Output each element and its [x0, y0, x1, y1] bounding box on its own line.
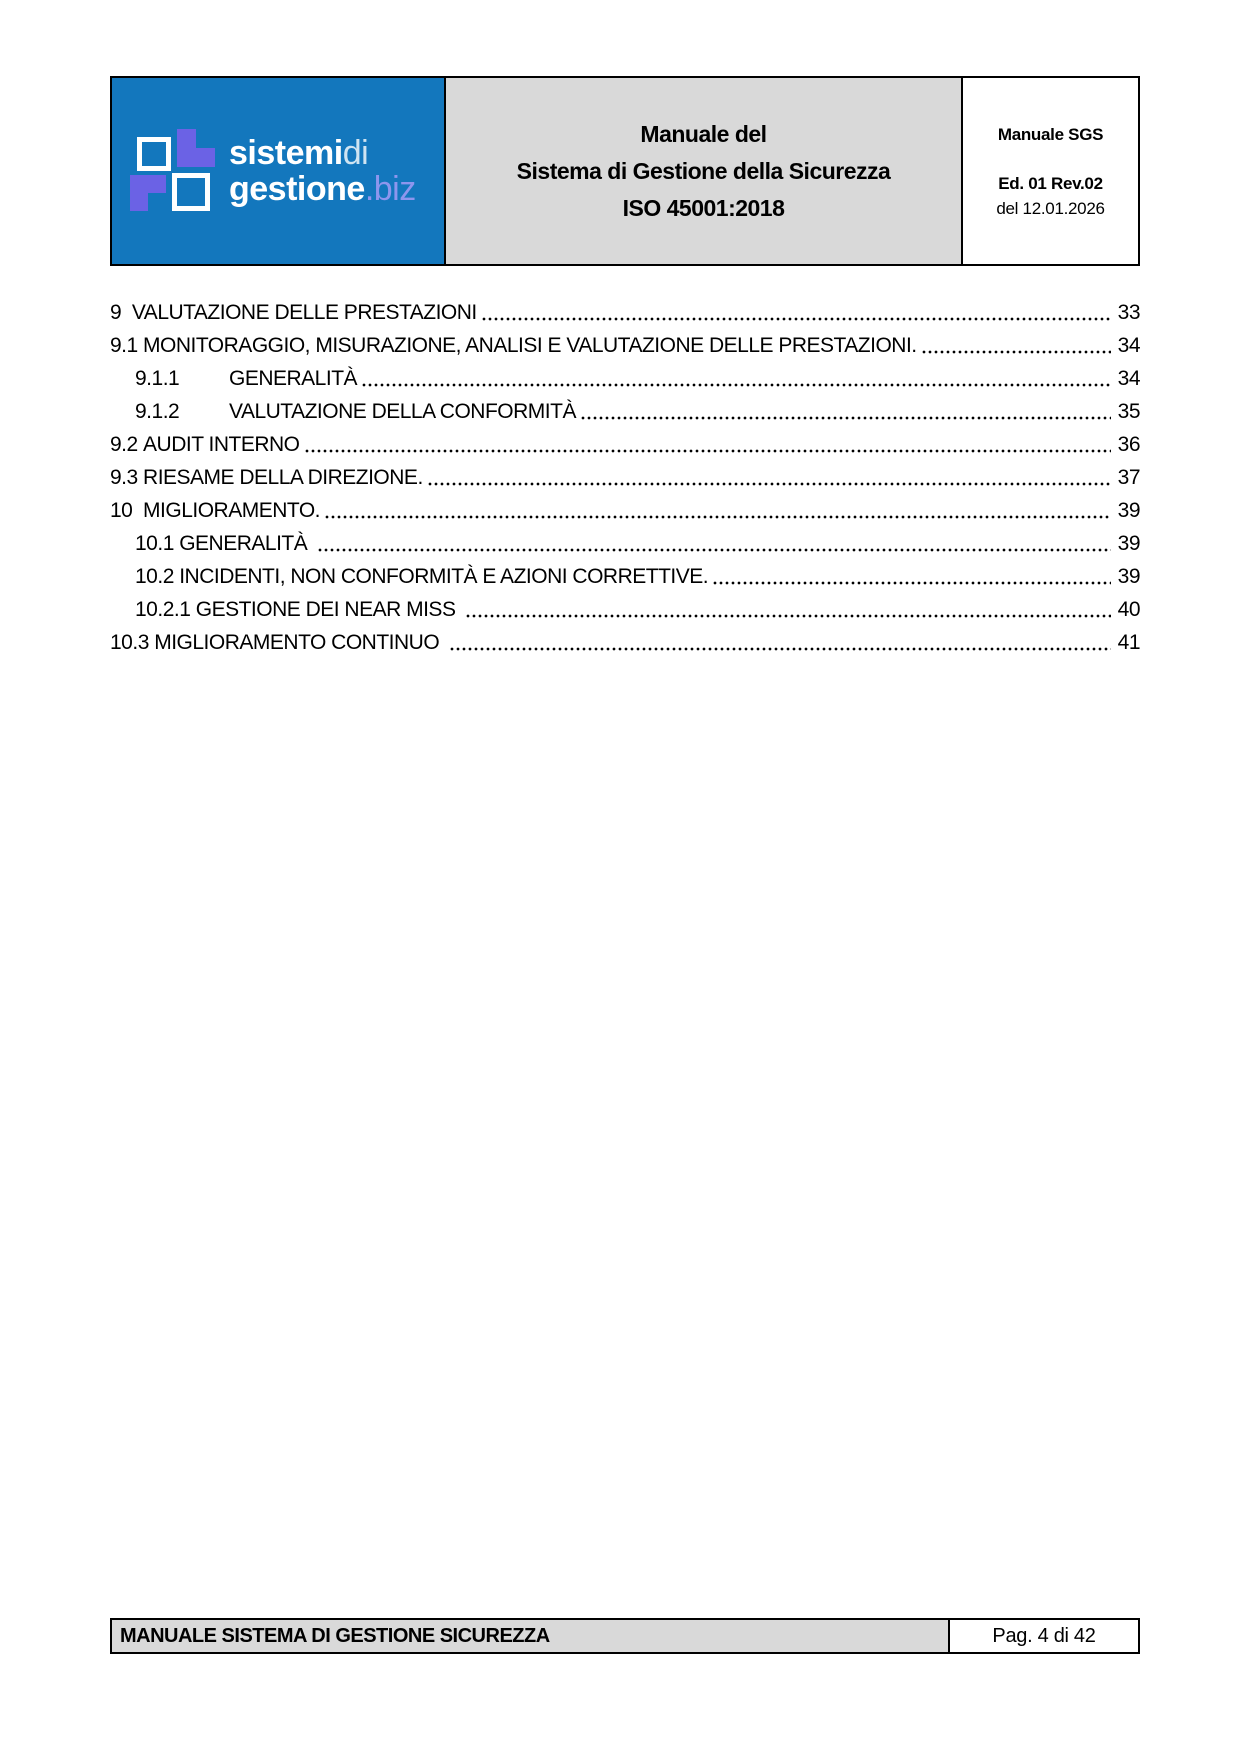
toc-entry-number: 9.1.2 — [135, 400, 180, 423]
toc-page-number: 39 — [1117, 532, 1140, 555]
document-title-line-2: Sistema di Gestione della Sicurezza — [516, 157, 891, 184]
toc-page-number: 33 — [1117, 301, 1140, 324]
toc-entry-title: VALUTAZIONE DELLE PRESTAZIONI — [131, 301, 477, 324]
document-title-line-1: Manuale del — [640, 120, 767, 147]
table-of-contents — [110, 296, 1140, 659]
toc-dot-leader — [449, 626, 1111, 659]
toc-dot-leader — [317, 527, 1111, 560]
document-title-cell — [446, 78, 963, 264]
toc-entry — [110, 296, 1140, 329]
toc-page-number: 37 — [1117, 466, 1140, 489]
logo-l-shape-top-right — [177, 129, 215, 167]
toc-entry-title: MONITORAGGIO, MISURAZIONE, ANALISI E VALUTAZIONE DELLE PRESTAZIONI. — [143, 334, 917, 357]
toc-entry — [110, 560, 1140, 593]
document-header-table — [110, 76, 1140, 266]
toc-dot-leader — [427, 461, 1111, 494]
toc-entry-number: 9.2 — [110, 433, 144, 456]
toc-entry-title: MIGLIORAMENTO. — [143, 499, 320, 522]
toc-entry-number: 9.1 — [110, 334, 144, 357]
toc-dot-leader — [361, 362, 1111, 395]
toc-page-number: 35 — [1117, 400, 1140, 423]
toc-page-number: 34 — [1117, 367, 1140, 390]
sistemi-di-gestione-logo-icon — [130, 128, 216, 214]
toc-entry-title: MIGLIORAMENTO CONTINUO — [154, 631, 445, 654]
toc-entry-number: 10.2.1 — [135, 598, 196, 621]
toc-entry-number: 10.3 — [110, 631, 155, 654]
toc-dot-leader — [921, 329, 1111, 362]
revision-date: del 12.01.2026 — [996, 198, 1105, 218]
toc-entry-title: VALUTAZIONE DELLA CONFORMITÀ — [229, 400, 576, 423]
toc-page-number: 34 — [1117, 334, 1140, 357]
toc-entry-number: 9.3 — [110, 466, 144, 489]
toc-dot-leader — [465, 593, 1111, 626]
toc-dot-leader — [324, 494, 1111, 527]
logo-text-sistemi: sistemi — [229, 134, 343, 172]
toc-entry-title: INCIDENTI, NON CONFORMITÀ E AZIONI CORRETTIVE. — [179, 565, 709, 588]
logo-text-gestione: gestione — [229, 170, 365, 208]
toc-entry-title: RIESAME DELLA DIREZIONE. — [143, 466, 423, 489]
footer-document-title: MANUALE SISTEMA DI GESTIONE SICUREZZA — [112, 1620, 950, 1652]
toc-entry — [110, 626, 1140, 659]
toc-entry — [110, 494, 1140, 527]
toc-page-number: 36 — [1117, 433, 1140, 456]
toc-dot-leader — [580, 395, 1111, 428]
toc-page-number: 39 — [1117, 565, 1140, 588]
toc-page-number: 41 — [1117, 631, 1140, 654]
document-footer-table — [110, 1618, 1140, 1654]
logo-wordmark — [229, 135, 416, 207]
logo-text-di: di — [342, 134, 369, 172]
logo-line-2 — [229, 171, 416, 207]
toc-entry — [110, 428, 1140, 461]
toc-rows — [110, 296, 1140, 659]
toc-page-number: 40 — [1117, 598, 1140, 621]
document-title-line-3: ISO 45001:2018 — [622, 194, 785, 221]
edition-revision: Ed. 01 Rev.02 — [998, 173, 1103, 193]
logo-text-biz: .biz — [364, 170, 416, 208]
toc-entry — [110, 461, 1140, 494]
toc-entry — [110, 395, 1140, 428]
toc-entry-number: 10.2 — [135, 565, 180, 588]
toc-entry — [110, 362, 1140, 395]
toc-entry-number: 9 — [110, 301, 132, 324]
toc-entry — [110, 527, 1140, 560]
toc-dot-leader — [712, 560, 1111, 593]
logo-cell — [112, 78, 446, 264]
toc-dot-leader — [481, 296, 1111, 329]
toc-entry-title: GENERALITÀ — [179, 532, 313, 555]
toc-entry-number: 10.1 — [135, 532, 180, 555]
logo-square-outline-top-left — [137, 137, 171, 171]
toc-entry-title: AUDIT INTERNO — [143, 433, 300, 456]
toc-entry — [110, 593, 1140, 626]
toc-entry-number: 9.1.1 — [135, 367, 180, 390]
toc-page-number: 39 — [1117, 499, 1140, 522]
toc-entry-title: GENERALITÀ — [229, 367, 358, 390]
toc-entry-title: GESTIONE DEI NEAR MISS — [195, 598, 461, 621]
document-code: Manuale SGS — [997, 124, 1104, 144]
logo-square-outline-bottom-right — [172, 173, 210, 211]
toc-entry-number: 10 — [110, 499, 144, 522]
toc-dot-leader — [304, 428, 1112, 461]
toc-entry — [110, 329, 1140, 362]
document-reference-cell — [963, 78, 1138, 264]
footer-page-indicator: Pag. 4 di 42 — [950, 1620, 1138, 1652]
logo-l-shape-bottom-left — [130, 175, 166, 211]
logo-line-1 — [229, 135, 416, 171]
